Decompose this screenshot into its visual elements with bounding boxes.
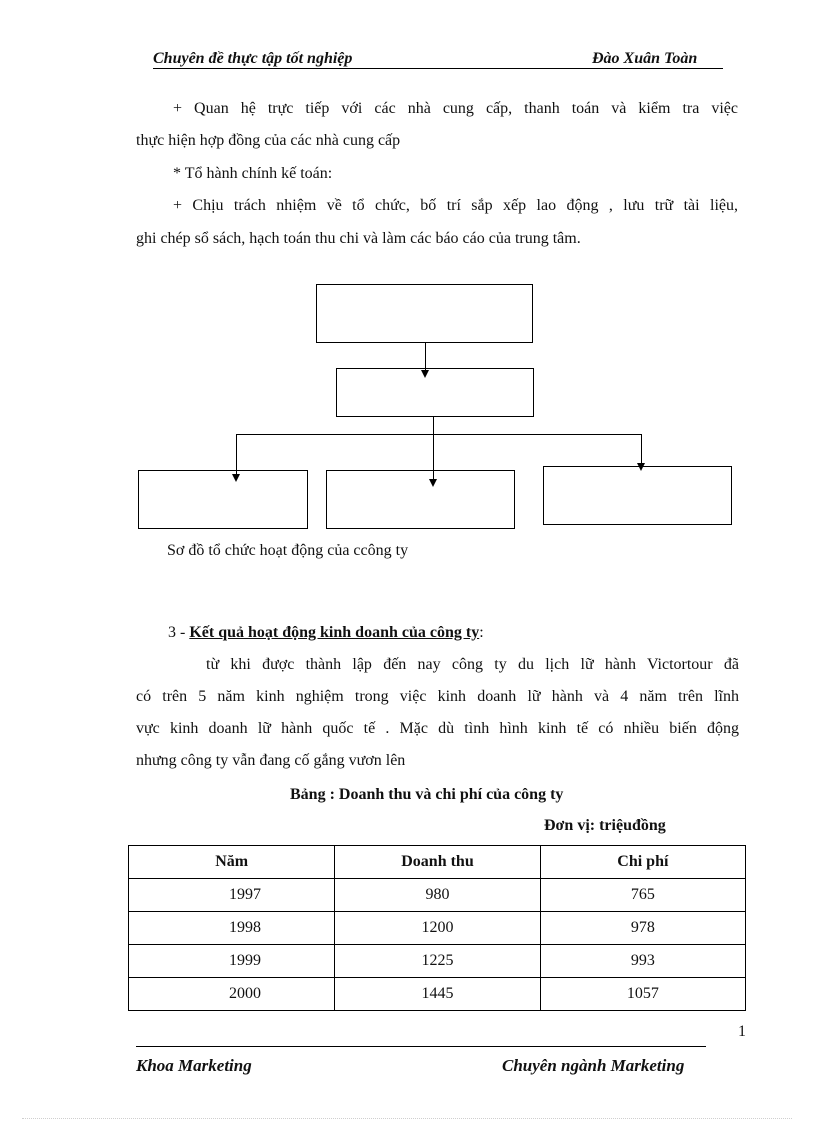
table-cell-cost: 993 [540,945,745,978]
table-cell-revenue: 1200 [335,912,540,945]
org-box-bottom-left [138,470,308,529]
table-cell-revenue: 1225 [335,945,540,978]
connector-bus [236,434,642,435]
arrow-bottom-center [429,479,437,487]
section-body-line4: nhưng công ty vẫn đang cố gắng vươn lên [136,752,406,769]
table-row [129,945,746,978]
footer-rule [136,1046,706,1047]
table-cell-year: 1999 [129,945,335,978]
table-cell-revenue: 1445 [335,978,540,1011]
table-header-cost: Chi phí [540,846,745,879]
table-row [129,879,746,912]
footer-right: Chuyên ngành Marketing [502,1056,685,1075]
table-cell-cost: 978 [540,912,745,945]
footer-left: Khoa Marketing [136,1056,252,1075]
page-number: 1 [738,1023,746,1040]
table-header-year: Năm [129,846,335,879]
intro-para2: * Tổ hành chính kế toán: [173,165,333,182]
arrow-bottom-right [637,463,645,471]
table-unit: Đơn vị: triệuđồng [544,817,666,834]
table-title: Bảng : Doanh thu và chi phí của công ty [290,786,564,803]
connector-top-middle [425,342,426,370]
table-cell-year: 2000 [129,978,335,1011]
section-heading [168,623,484,643]
diagram-caption: Sơ đồ tổ chức hoạt động của ccông ty [167,542,409,559]
section-heading-text: Kết quả hoạt động kinh doanh của công ty [189,624,480,641]
connector-bus-left [236,434,237,474]
org-box-bottom-center [326,470,515,529]
org-box-top [316,284,533,343]
section-body-line3: vực kinh doanh lữ hành quốc tế . Mặc dù tình hình kinh tế có nhiều biến động [136,720,739,737]
connector-bus-right [641,434,642,464]
table-cell-year: 1997 [129,879,335,912]
header-rule [153,68,723,69]
table-cell-revenue: 980 [335,879,540,912]
intro-para3-line1: + Chịu trách nhiệm về tổ chức, bố trí sắp xếp lao động , lưu trữ tài liệu, [173,197,738,214]
intro-para1-line1: + Quan hệ trực tiếp với các nhà cung cấp, thanh toán và kiểm tra việc [173,100,738,117]
intro-para1-line2: thực hiện hợp đồng của các nhà cung cấp [136,132,401,149]
table-header-revenue: Doanh thu [335,846,540,879]
table-cell-cost: 1057 [540,978,745,1011]
org-box-middle [336,368,534,417]
table-cell-cost: 765 [540,879,745,912]
table-row [129,978,746,1011]
header-left: Chuyên đề thực tập tốt nghiệp [153,50,353,67]
table-row [129,912,746,945]
section-heading-colon: : [479,624,484,641]
table-header-row [129,846,746,879]
arrow-top-middle [421,370,429,378]
table-cell-year: 1998 [129,912,335,945]
connector-middle-bus [433,416,434,480]
page-bottom-edge [22,1118,792,1119]
arrow-bottom-left [232,474,240,482]
section-body-line2: có trên 5 năm kinh nghiệm trong việc kinh doanh lữ hành và 4 năm trên lĩnh [136,688,739,705]
header-right: Đào Xuân Toàn [592,50,698,67]
section-heading-number: 3 - [168,624,190,641]
revenue-cost-table [128,845,746,1011]
intro-para3-line2: ghi chép sổ sách, hạch toán thu chi và làm các báo cáo của trung tâm. [136,230,581,247]
org-box-bottom-right [543,466,732,525]
section-body-line1: từ khi được thành lập đến nay công ty du lịch lữ hành Victortour đã [206,656,739,673]
